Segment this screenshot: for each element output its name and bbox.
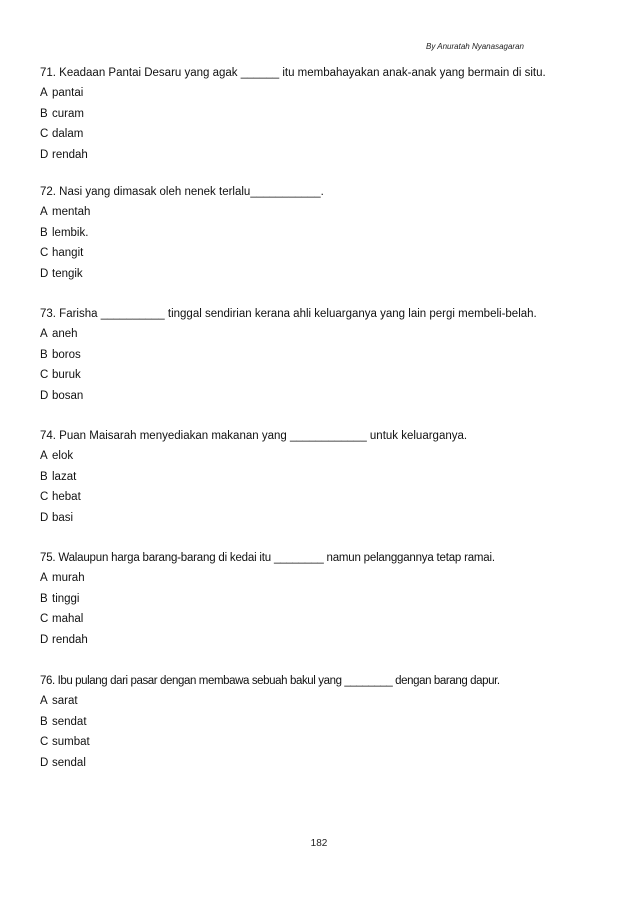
option-text: curam <box>52 107 84 120</box>
question-73 <box>40 307 600 409</box>
option-letter: A <box>40 87 48 99</box>
option-c <box>40 612 600 633</box>
option-text: lazat <box>52 470 77 483</box>
question-72 <box>40 185 600 287</box>
option-d <box>40 148 600 169</box>
option-letter: C <box>40 736 49 748</box>
option-text: murah <box>52 572 85 584</box>
question-75 <box>40 551 600 653</box>
option-letter: D <box>40 389 49 402</box>
option-a <box>40 694 600 715</box>
option-letter: B <box>40 470 48 483</box>
question-text: 76. Ibu pulang dari pasar dengan membawa sebuah bakul yang ________ dengan barang dapur. <box>40 675 500 687</box>
option-text: pantai <box>52 87 84 99</box>
option-d <box>40 633 600 654</box>
option-letter: A <box>40 572 48 584</box>
option-letter: B <box>40 592 48 605</box>
option-a <box>40 205 600 226</box>
option-b <box>40 107 600 128</box>
option-letter: B <box>40 226 48 239</box>
option-letter: C <box>40 613 49 625</box>
option-d <box>40 511 600 532</box>
option-text: mahal <box>52 613 84 625</box>
option-b <box>40 715 600 736</box>
option-letter: B <box>40 107 48 120</box>
page-header-author: By Anuratah Nyanasagaran <box>426 42 524 51</box>
option-b <box>40 592 600 613</box>
option-text: lembik. <box>52 226 89 239</box>
question-text: 75. Walaupun harga barang-barang di kedai itu ________ namun pelanggannya tetap ramai. <box>40 552 495 564</box>
option-text: sendat <box>52 715 87 728</box>
question-text: 73. Farisha __________ tinggal sendirian kerana ahli keluarganya yang lain pergi membeli-belah. <box>40 308 537 320</box>
option-d <box>40 389 600 410</box>
question-text: 72. Nasi yang dimasak oleh nenek terlalu___________. <box>40 186 324 198</box>
question-74 <box>40 429 600 531</box>
option-text: basi <box>52 511 74 524</box>
option-letter: C <box>40 369 49 381</box>
question-text: 74. Puan Maisarah menyediakan makanan yang ____________ untuk keluarganya. <box>40 430 468 442</box>
option-letter: C <box>40 491 49 503</box>
option-letter: D <box>40 267 49 280</box>
option-text: aneh <box>52 328 78 340</box>
option-text: tinggi <box>52 592 80 605</box>
option-letter: B <box>40 348 48 361</box>
option-b <box>40 348 600 369</box>
option-text: dalam <box>52 128 84 140</box>
option-text: rendah <box>52 633 88 646</box>
option-letter: C <box>40 128 49 140</box>
option-b <box>40 470 600 491</box>
option-c <box>40 368 600 389</box>
option-letter: D <box>40 633 49 646</box>
option-text: hebat <box>52 491 81 503</box>
option-text: hangit <box>52 247 84 259</box>
option-letter: A <box>40 328 48 340</box>
option-text: tengik <box>52 267 83 280</box>
option-d <box>40 756 600 777</box>
option-c <box>40 246 600 267</box>
option-c <box>40 490 600 511</box>
option-letter: A <box>40 695 48 707</box>
question-text: 71. Keadaan Pantai Desaru yang agak ______ itu membahayakan anak-anak yang bermain di situ. <box>40 67 546 79</box>
option-text: sendal <box>52 756 86 769</box>
option-letter: A <box>40 206 48 218</box>
option-a <box>40 327 600 348</box>
option-a <box>40 571 600 592</box>
option-letter: D <box>40 148 49 161</box>
option-a <box>40 86 600 107</box>
option-text: elok <box>52 450 74 462</box>
question-76 <box>40 674 600 776</box>
option-text: boros <box>52 348 81 361</box>
option-letter: D <box>40 756 49 769</box>
option-text: mentah <box>52 206 91 218</box>
page-number: 182 <box>310 838 328 849</box>
option-letter: C <box>40 247 49 259</box>
option-c <box>40 127 600 148</box>
option-letter: B <box>40 715 48 728</box>
option-text: sumbat <box>52 736 90 748</box>
option-letter: D <box>40 511 49 524</box>
option-text: bosan <box>52 389 84 402</box>
option-b <box>40 226 600 247</box>
option-a <box>40 449 600 470</box>
option-letter: A <box>40 450 48 462</box>
question-71 <box>40 66 600 168</box>
option-text: rendah <box>52 148 88 161</box>
option-c <box>40 735 600 756</box>
option-text: buruk <box>52 369 81 381</box>
option-text: sarat <box>52 695 78 707</box>
option-d <box>40 267 600 288</box>
